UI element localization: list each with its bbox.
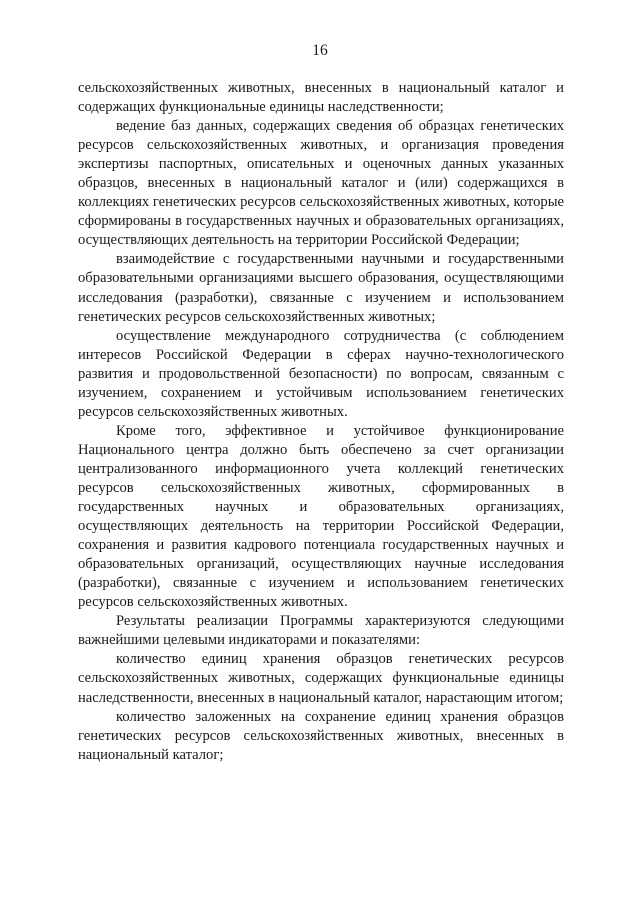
paragraph-continuation: сельскохозяйственных животных, внесенных в национальный каталог и содержащих функциональные единицы наследственности; [78, 80, 564, 116]
body-text [78, 79, 564, 765]
paragraph-international-cooperation: осуществление международного сотрудничества (с соблюдением интересов Российской Федерации в сферах научно-технологического развития и продовольственной безопасности) по вопросам, связанным с изучением, сохранением и устойчивым использованием генетических ресурсов сельскохозяйственных животных. [78, 327, 564, 420]
page-number: 16 [312, 42, 328, 59]
paragraph-indicator-storage-units: количество единиц хранения образцов генетических ресурсов сельскохозяйственных животных, содержащих функциональные единицы наследственности, внесенных в национальный каталог, нарастающим итогом; [78, 651, 564, 706]
paragraph-database-maintenance: ведение баз данных, содержащих сведения об образцах генетических ресурсов сельскохозяйственных животных, и организация проведения экспертизы паспортных, описательных и оценочных данных указанных образцов, внесенных в национальный каталог и (или) содержащихся в коллекциях генетических ресурсов сельскохозяйственных животных, которые сформированы в государственных научных и образовательных организациях, осуществляющих деятельность на территории Российской Федерации; [78, 118, 564, 249]
paragraph-interaction: взаимодействие с государственными научными и государственными образовательными организациями высшего образования, осуществляющими исследования (разработки), связанные с изучением и использованием генетических ресурсов сельскохозяйственных животных; [78, 251, 564, 325]
paragraph-effective-functioning: Кроме того, эффективное и устойчивое функционирование Национального центра должно быть обеспечено за счет организации централизованного информационного учета коллекций генетических ресурсов сельскохозяйственных животных, сформированных в государственных научных и образовательных организациях, осуществляющих деятельность на территории Российской Федерации, сохранения и развития кадрового потенциала государственных научных и образовательных организаций, осуществляющих научные исследования (разработки), связанные с изучением и использованием генетических ресурсов сельскохозяйственных животных. [78, 422, 564, 611]
paragraph-indicator-preserved-units: количество заложенных на сохранение единиц хранения образцов генетических ресурсов сельскохозяйственных животных, внесенных в национальный каталог; [78, 708, 564, 763]
paragraph-program-results: Результаты реализации Программы характеризуются следующими важнейшими целевыми индикаторами и показателями: [78, 613, 564, 649]
